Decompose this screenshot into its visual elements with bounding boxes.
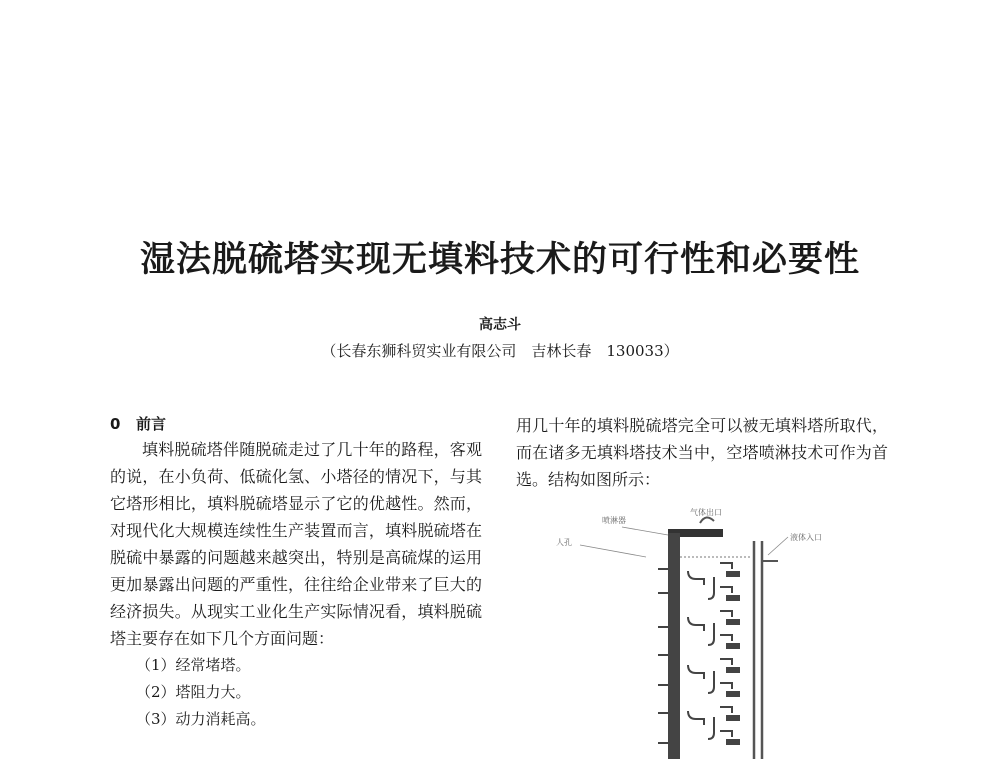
left-column [110, 412, 482, 733]
author-affiliation: （长春东狮科贸实业有限公司 吉林长春 130033） [321, 342, 679, 360]
issue-item: （1）经常堵塔。 [136, 656, 251, 674]
issue-list [110, 652, 482, 733]
author-name: 高志斗 [479, 317, 521, 333]
spray-tower-diagram [550, 505, 880, 759]
section-title: 前言 [136, 415, 167, 433]
intro-paragraph: 填料脱硫塔伴随脱硫走过了几十年的路程，客观的说，在小负荷、低硫化氢、小塔径的情况下，与其它塔形相比，填料脱硫塔显示了它的优越性。然而，对现代化大规模连续性生产装置而言，填料脱硫塔在脱硫中暴露的问题越来越突出，特别是高硫煤的运用更加暴露出问题的严重性，往往给企业带来了巨大的经济损失。从现实工业化生产实际情况看，填料脱硫塔主要存在如下几个方面问题： [110, 440, 482, 648]
figure-label-manhole: 人孔 [556, 538, 572, 547]
paper-title: 湿法脱硫塔实现无填料技术的可行性和必要性 [139, 240, 860, 280]
issue-item: （3）动力消耗高。 [136, 710, 266, 728]
issue-item: （2）塔阻力大。 [136, 683, 251, 701]
right-column [516, 412, 888, 493]
figure-label-liquid-inlet: 液体入口 [790, 533, 822, 542]
section-number: 0 [110, 415, 121, 433]
figure-label-sprayer: 喷淋器 [602, 516, 626, 525]
continuation-paragraph: 用几十年的填料脱硫塔完全可以被无填料塔所取代，而在诸多无填料塔技术当中，空塔喷淋技术可作为首选。结构如图所示： [516, 416, 888, 489]
figure-label-gas-outlet: 气体出口 [690, 508, 722, 517]
section-heading [110, 412, 482, 436]
